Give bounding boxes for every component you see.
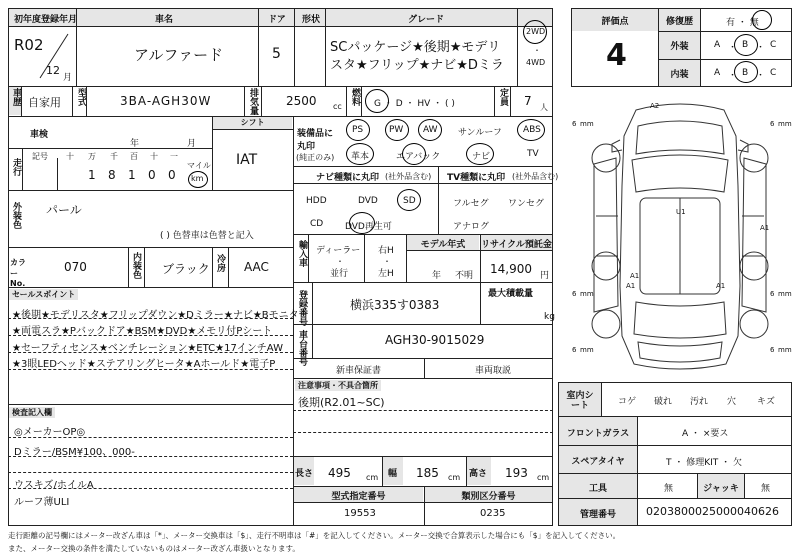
- wheel-unit-rr: mm: [778, 290, 792, 298]
- chassis-value: AGH30-9015029: [385, 333, 485, 347]
- footer-line-2: また、メーター交換の条件を満たしていないものはメーター改ざん車扱いとなります。: [8, 544, 300, 553]
- exterior-b: B: [742, 40, 749, 50]
- glass-label: フロントガラス: [559, 417, 637, 445]
- diagram-label-a1-right: A1: [760, 224, 770, 232]
- interior-seat-label: 室内シート: [559, 383, 601, 416]
- navi-cd: CD: [310, 219, 324, 229]
- inspector-line-1: ◎メーカーOP◎: [14, 427, 86, 438]
- diagram-label-a2: A2: [650, 102, 660, 110]
- equip-leather: 革本: [351, 152, 370, 162]
- tool-value: 無: [664, 484, 674, 494]
- first-reg-month: 12: [46, 64, 60, 77]
- length-label: 長さ: [295, 469, 314, 479]
- seat-item-3: 穴: [727, 397, 737, 407]
- first-reg-label: 初年度登録年月: [14, 15, 78, 25]
- shape-label: 形状: [302, 15, 321, 25]
- tool-label: 工具: [559, 474, 637, 498]
- width-label: 幅: [388, 469, 398, 479]
- shaken-year-unit: 年: [130, 139, 140, 149]
- shaken-label: 車検: [30, 130, 49, 140]
- mileage-col-2: 万: [88, 152, 96, 161]
- diagram-label-a1-left: A1: [626, 282, 636, 290]
- manual-doc: 車両取説: [475, 366, 512, 376]
- model-value: 3BA-AGH30W: [120, 94, 212, 108]
- width-value: 185: [416, 466, 439, 480]
- interior-color-value: ブラック: [162, 262, 210, 276]
- mileage-col-0: 記号: [32, 152, 48, 161]
- drive-4wd: 4WD: [526, 58, 546, 67]
- class-label: 類別区分番号: [425, 487, 552, 502]
- sales-points-label: セールスポイント: [9, 289, 78, 300]
- tv-analog: アナログ: [453, 222, 490, 232]
- use-value: 自家用: [28, 96, 61, 109]
- jack-value: 無: [761, 484, 771, 494]
- inspector-line-5: ルーフ薄ULI: [14, 497, 70, 508]
- repaint-note: ( ) 色替車は色替と記入: [160, 231, 254, 241]
- tv-note: (社外品含む): [512, 172, 559, 181]
- equipment-label-1: 装備品に: [297, 129, 334, 139]
- spare-label: スペアタイヤ: [559, 446, 637, 473]
- notes-value: 後期(R2.01~SC): [298, 396, 385, 409]
- grade-line1: SCパッケージ★後期★モデリ: [330, 40, 501, 55]
- footer-line-1: 走行距離の記号欄にはメーター改ざん車は「*」、メーター交換車は「$」、走行不明車は「#」を記入してください。メーター交換で合算表示した場合にも「$」を記入してください。: [8, 531, 621, 540]
- navi-note: (社外品含む): [385, 172, 432, 181]
- score-label: 評価点: [572, 9, 658, 31]
- repair-none-circle: [752, 10, 772, 30]
- capacity-label: 定員: [498, 88, 508, 106]
- doors-value: 5: [272, 46, 281, 62]
- registration-label: 登録番号: [297, 290, 307, 326]
- door-label: ドア: [268, 15, 286, 25]
- score-value: 4: [606, 38, 627, 73]
- class-value: 0235: [480, 508, 506, 519]
- import-dot-2: ・: [383, 257, 391, 266]
- wheel-mark-rr: 6: [770, 290, 775, 298]
- mileage-digit-2: 1: [128, 168, 136, 182]
- seat-item-1: 破れ: [654, 397, 673, 407]
- type-value: 19553: [344, 508, 376, 519]
- import-dealer: ディーラー: [316, 246, 361, 256]
- import-parallel: 並行: [330, 269, 349, 279]
- height-value: 193: [505, 466, 528, 480]
- mileage-unit-km: km: [191, 174, 204, 183]
- wheel-mark-fl: 6: [572, 120, 577, 128]
- tv-fullseg: フルセグ: [453, 199, 489, 209]
- wheel-unit-fr: mm: [778, 120, 792, 128]
- max-load-unit: kg: [544, 312, 555, 322]
- mileage-col-6: 一: [170, 152, 178, 161]
- fuel-options: G ・ D ・ HV ・ ( ): [374, 99, 455, 109]
- displacement-value: 2500: [286, 94, 317, 108]
- ac-label: 冷房: [215, 254, 225, 272]
- inspector-line-2: Dミラー/BSM¥100、000-: [14, 447, 135, 458]
- mgmt-value: 0203800025000040626: [646, 505, 779, 518]
- equip-tv: TV: [527, 149, 539, 159]
- exterior-dot-2: ・: [756, 43, 766, 53]
- diagram-label-u1: U1: [676, 208, 686, 216]
- shift-label: シフト: [213, 117, 292, 129]
- registration-value: 横浜335す0383: [350, 298, 440, 312]
- wheel-mark-fr: 6: [770, 120, 775, 128]
- navi-dvd: DVD: [358, 196, 378, 206]
- capacity-unit: 人: [540, 103, 548, 112]
- max-load-label: 最大積載量: [488, 289, 534, 299]
- mileage-col-4: 百: [130, 152, 138, 161]
- first-reg-month-unit: 月: [63, 73, 73, 83]
- interior-c: C: [770, 68, 777, 78]
- notes-label: 注意事項・不具合箇所: [295, 380, 381, 391]
- mileage-unit-mile: マイル: [187, 161, 211, 170]
- mileage-digit-0: 1: [88, 168, 96, 182]
- displacement-unit: cc: [333, 102, 342, 111]
- mileage-label: 走行: [11, 158, 21, 176]
- repair-options: 有 ・ 無: [726, 18, 759, 28]
- shaken-month-unit: 月: [187, 139, 197, 149]
- color-no-value: 070: [64, 260, 87, 274]
- color-value: パール: [46, 203, 82, 217]
- inspector-line-4: ウスキズ/ホイルA: [14, 480, 94, 491]
- inspector-label: 検査記入欄: [9, 407, 55, 418]
- grade-line2: スタ★フリップ★ナビ★Dミラ: [330, 58, 504, 73]
- equip-sunroof: サンルーフ: [458, 128, 502, 138]
- interior-dot-2: ・: [756, 71, 766, 81]
- model-year-unit: 年: [432, 271, 442, 281]
- recycle-yen: 円: [540, 271, 550, 281]
- mgmt-label: 管理番号: [559, 499, 637, 525]
- equip-pw: PW: [389, 125, 404, 135]
- mileage-col-1: 十: [66, 152, 74, 161]
- sales-line-3: ★セーフティセンス★ベンチレーション★ETC★17インチAW: [12, 343, 283, 354]
- sales-line-2: ★両電スラ★Pバックドア★BSM★DVD★メモリ付Pシート: [12, 326, 273, 337]
- mileage-col-5: 十: [150, 152, 158, 161]
- first-reg-year: R02: [14, 36, 44, 54]
- width-unit: cm: [448, 473, 461, 482]
- recycle-value: 14,900: [490, 262, 532, 276]
- displacement-label: 排気量: [248, 88, 258, 115]
- car-diagram: [566, 96, 794, 376]
- equip-navi: ナビ: [472, 152, 491, 162]
- chassis-label: 車台番号: [297, 330, 307, 366]
- model-label: 型式: [76, 88, 86, 106]
- model-year-unknown: 不明: [455, 271, 474, 281]
- exterior-label: 外装: [659, 32, 700, 59]
- interior-a: A: [714, 68, 721, 78]
- exterior-dot-1: ・: [728, 43, 738, 53]
- diagram-label-a1-rear: A1: [716, 282, 726, 290]
- mileage-col-3: 千: [110, 152, 118, 161]
- recycle-label: リサイクル預託金: [481, 235, 552, 250]
- color-no-label: カラーNo.: [10, 258, 26, 288]
- height-label: 高さ: [469, 469, 488, 479]
- interior-color-label: 内装色: [131, 252, 141, 279]
- drive-dot: ・: [533, 46, 541, 55]
- sales-line-4: ★3眼LEDヘッド★ステアリングヒータ★Aホールド★電子P: [12, 359, 276, 370]
- ac-value: AAC: [244, 260, 269, 274]
- navi-sd: SD: [403, 196, 416, 206]
- fuel-label: 燃料: [350, 88, 360, 106]
- diagram-label-a1-door: A1: [630, 272, 640, 280]
- use-label: 車歴: [11, 88, 21, 106]
- wheel-mark-rl: 6: [572, 290, 577, 298]
- navi-hdd: HDD: [306, 196, 327, 206]
- mileage-digit-3: 0: [148, 168, 156, 182]
- car-name-value: アルファード: [134, 46, 224, 64]
- equip-abs: ABS: [523, 125, 541, 135]
- navi-label: ナビ種類に丸印: [316, 173, 380, 183]
- length-unit: cm: [366, 473, 379, 482]
- equip-aw: AW: [423, 125, 438, 135]
- warranty-doc: 新車保証書: [336, 366, 382, 376]
- equip-airbag: エアバック: [396, 152, 441, 162]
- tv-oneseg: ワンセグ: [508, 199, 545, 209]
- color-label: 外装色: [11, 202, 21, 229]
- equip-ps: PS: [352, 125, 364, 135]
- navi-dvdplay: DVD再生可: [345, 222, 392, 232]
- seat-item-4: キズ: [757, 397, 775, 407]
- type-label: 型式指定番号: [294, 487, 423, 502]
- equipment-label-2: 丸印: [297, 142, 316, 152]
- import-right-h: 右H: [378, 246, 394, 256]
- airbag-circle: [402, 143, 426, 165]
- import-label: 輸入車: [297, 240, 307, 267]
- interior-label: 内装: [659, 60, 700, 86]
- model-year-label: モデル年式: [407, 235, 479, 250]
- spare-value: T ・ 修理KIT ・ 欠: [666, 458, 742, 468]
- interior-b: B: [742, 68, 749, 78]
- import-dot: ・: [336, 257, 344, 266]
- mileage-digit-4: 0: [168, 168, 176, 182]
- length-value: 495: [328, 466, 351, 480]
- repair-label: 修復歴: [659, 9, 700, 31]
- grade-label: グレード: [408, 15, 445, 25]
- wheel-mark-spare-r: 6: [770, 346, 775, 354]
- wheel-unit-spare-r: mm: [778, 346, 792, 354]
- interior-dot-1: ・: [728, 71, 738, 81]
- wheel-unit-rl: mm: [580, 290, 594, 298]
- glass-value: A ・ ×要ス: [682, 429, 729, 439]
- drive-2wd: 2WD: [526, 27, 546, 36]
- exterior-a: A: [714, 40, 721, 50]
- height-unit: cm: [537, 473, 550, 482]
- shift-value: IAT: [236, 152, 258, 168]
- seat-item-2: 汚れ: [690, 397, 709, 407]
- wheel-mark-spare-l: 6: [572, 346, 577, 354]
- mileage-digit-1: 8: [108, 168, 116, 182]
- tv-label: TV種類に丸印: [447, 173, 506, 183]
- equipment-label-3: (純正のみ): [296, 153, 335, 162]
- capacity-value: 7: [524, 94, 532, 108]
- car-name-label: 車名: [155, 15, 174, 25]
- wheel-unit-spare-l: mm: [580, 346, 594, 354]
- wheel-unit-fl: mm: [580, 120, 594, 128]
- seat-item-0: コゲ: [618, 397, 637, 407]
- import-left-h: 左H: [378, 269, 394, 279]
- sales-line-1: ★後期★モデリスタ★フリップダウン★Dミラー★ナビ★Bモニタ: [12, 310, 299, 321]
- jack-label: ジャッキ: [698, 474, 744, 498]
- exterior-c: C: [770, 40, 777, 50]
